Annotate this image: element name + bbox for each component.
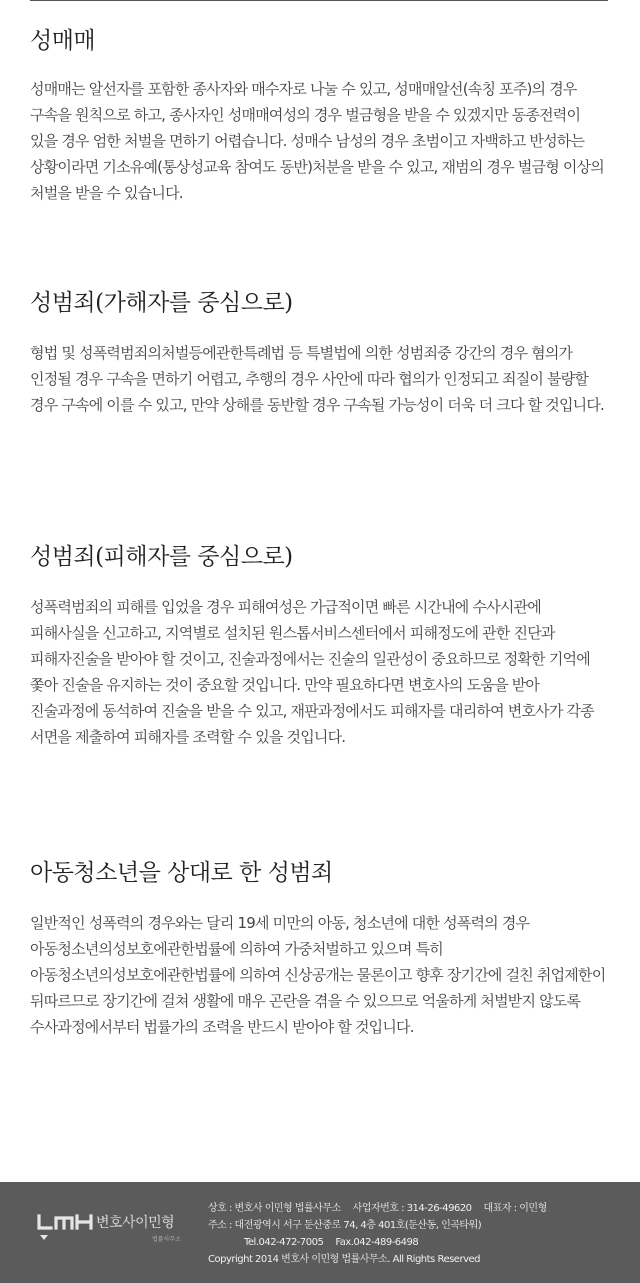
footer-address: 주소 : 대전광역시 서구 둔산중로 74, 4층 401호(둔산동, 인곡타워) (208, 1220, 482, 1231)
footer-copyright: Copyright 2014 변호사 이민형 법률사무소. All Rights Reserved (208, 1254, 480, 1265)
footer-contact-line (208, 1234, 628, 1251)
logo-subtitle: 법률사무소 (152, 1236, 181, 1243)
ceo-name: 대표자 : 이민형 (483, 1203, 547, 1214)
section-sex-crime-offender (30, 288, 610, 418)
section-body: 성매매는 알선자를 포함한 종사자와 매수자로 나눌 수 있고, 성매매알선(속칭 포주)의 경우 구속을 원칙으로 하고, 종사자인 성매매여성의 경우 벌금형을 받을 수 있겠지만 동종전력이 있을 경우 엄한 처벌을 면하기 어렵습니다. 성매수 남성의 경우 초범이고 자백하고 반성하는 상황이라면 기소유예(통상성교육 참여도 동반)처분을 받을 수 있고, 재범의 경우 벌금형 이상의 처벌을 받을 수 있습니다. (30, 80, 604, 202)
top-divider (30, 0, 608, 1)
footer-company-line (208, 1200, 628, 1217)
section-body: 형법 및 성폭력범죄의처벌등에관한특례법 등 특별법에 의한 성범죄중 강간의 경우 혐의가 인정될 경우 구속을 면하기 어렵고, 추행의 경우 사안에 따라 협의가 인정되고 죄질이 불량할 경우 구속에 이를 수 있고, 만약 상해를 동반할 경우 구속될 가능성이 더욱 더 크다 할 것입니다. (30, 344, 604, 414)
footer-tel: Tel.042-472-7005 (244, 1237, 324, 1248)
footer-logo[interactable] (36, 1210, 196, 1250)
section-child-sex-crime (30, 858, 610, 1040)
section-body: 성폭력범죄의 피해를 입었을 경우 피해여성은 가급적이면 빠른 시간내에 수사시관에 피해사실을 신고하고, 지역별로 설치된 원스톱서비스센터에서 피해정도에 관한 진단과 피해자진술을 받아야 할 것이고, 진술과정에서는 진술의 일관성이 중요하므로 정확한 기억에 쫓아 진술을 유지하는 것이 중요할 것입니다. 만약 필요하다면 변호사의 도움을 받아 진술과정에 동석하여 진술을 받을 수 있고, 재판과정에서도 피해자를 대리하여 변호사가 각종 서면을 제출하여 피해자를 조력할 수 있을 것입니다. (30, 598, 594, 746)
site-footer (0, 1182, 640, 1283)
section-title: 아동청소년을 상대로 한 성범죄 (30, 860, 333, 886)
footer-fax: Fax.042-489-6498 (335, 1237, 419, 1248)
company-name: 상호 : 변호사 이민형 법률사무소 (208, 1203, 341, 1214)
section-title: 성범죄(가해자를 중심으로) (30, 290, 293, 316)
section-title: 성매매 (30, 28, 96, 54)
logo-name: 변호사이민형 (96, 1215, 175, 1231)
section-title: 성범죄(피해자를 중심으로) (30, 544, 293, 570)
footer-info (208, 1200, 628, 1268)
section-body: 일반적인 성폭력의 경우와는 달리 19세 미만의 아동, 청소년에 대한 성폭력의 경우 아동청소년의성보호에관한법률에 의하여 가중처벌하고 있으며 특히 아동청소년의성보호에관한법률에 의하여 신상공개는 물론이고 향후 장기간에 걸친 취업제한이 뒤따르므로 장기간에 걸쳐 생활에 매우 곤란을 겪을 수 있으므로 억울하게 처벌받지 않도록 수사과정에서부터 법률가의 조력을 반드시 받아야 할 것입니다. (30, 914, 606, 1036)
business-number: 사업자번호 : 314-26-49620 (352, 1203, 472, 1214)
section-sex-crime-victim (30, 542, 610, 750)
section-prostitution (30, 26, 610, 206)
logo-mark-icon (36, 1214, 94, 1246)
